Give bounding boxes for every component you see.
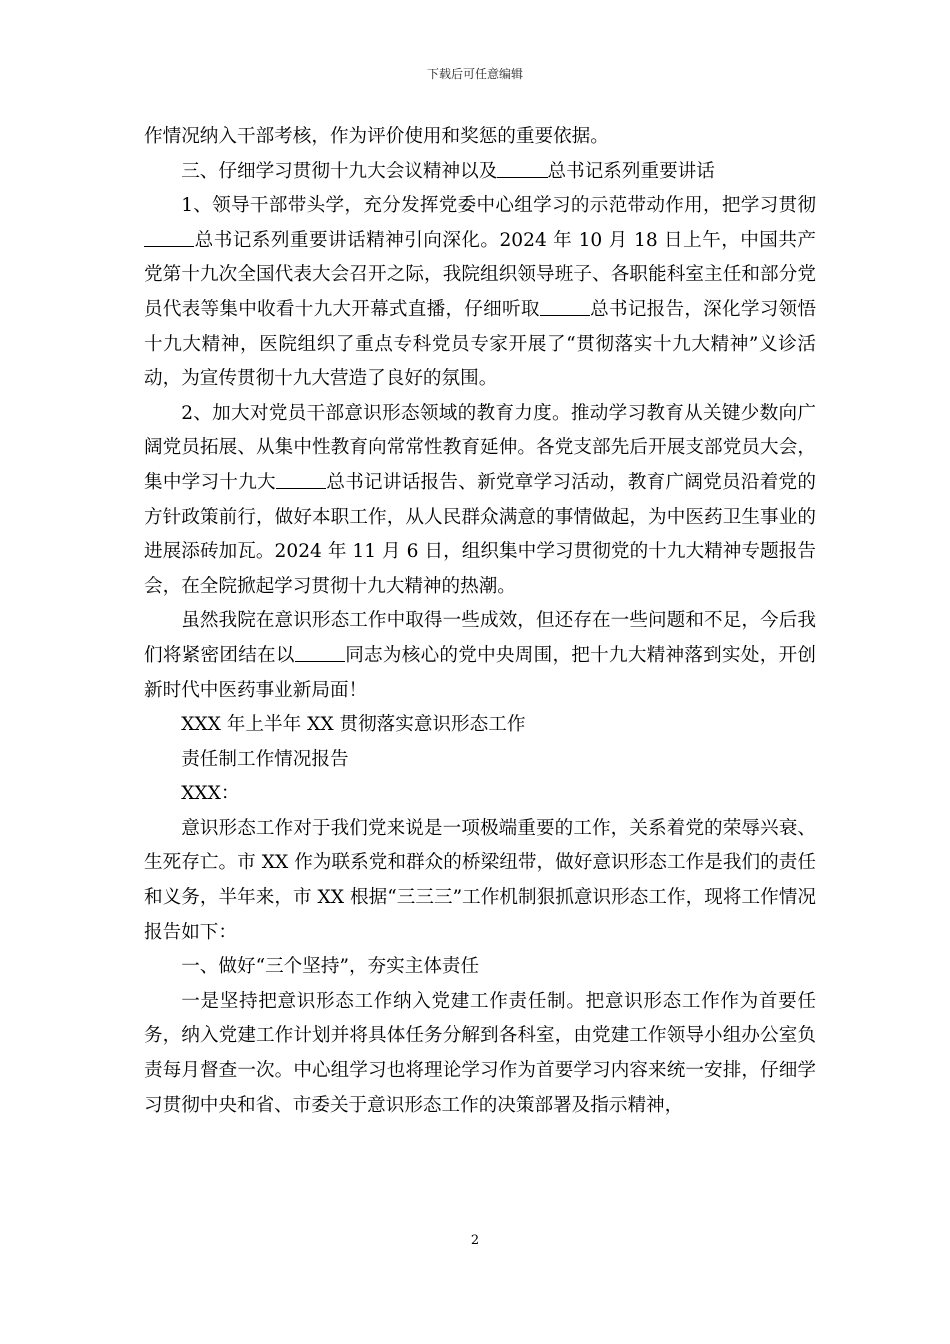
page-header: 下载后可任意编辑 xyxy=(426,67,523,81)
blank-underline xyxy=(540,294,590,315)
page-number: 2 xyxy=(470,1233,480,1248)
paragraph: 意识形态工作对于我们党来说是一项极端重要的工作，关系着党的荣辱兴衰、生死存亡。市 XX 作为联系党和群众的桥梁纽带，做好意识形态工作是我们的责任和义务，半年来，市 XX 根据“三三三”工作机制狠抓意识形态工作，现将工作情况报告如下： xyxy=(144,817,816,943)
report-title-line-1: XXX 年上半年 XX 贯彻落实意识形态工作 xyxy=(181,714,526,736)
section-heading xyxy=(144,155,816,190)
document-body xyxy=(144,120,816,1123)
paragraph: 一是坚持把意识形态工作纳入党建工作责任制。把意识形态工作作为首要任务，纳入党建工作计划并将具体任务分解到各科室，由党建工作领导小组办公室负责每月督查一次。中心组学习也将理论学习作为首要学习内容来统一安排，仔细学习贯彻中央和省、市委关于意识形态工作的决策部署及指示精神， xyxy=(144,990,816,1116)
section-heading: 一、做好“三个坚持”，夯实主体责任 xyxy=(181,956,480,978)
paragraph-text: 2、加大对党员干部意识形态领域的教育力度。推动学习教育从关键少数向广阔党员拓展、从集中性教育向常常性教育延伸。各党支部先后开展支部党员大会，集中学习十九大 xyxy=(144,402,816,493)
salutation: XXX： xyxy=(181,783,240,805)
paragraph-text: 虽然我院在意识形态工作中取得一些成效，但还存在一些问题和不足，今后我们将紧密团结在以 xyxy=(144,610,816,666)
heading-text: 三、仔细学习贯彻十九大会议精神以及 xyxy=(181,160,498,182)
paragraph xyxy=(144,397,816,605)
blank-underline xyxy=(497,156,547,177)
paragraph-text: 作情况纳入干部考核，作为评价使用和奖惩的重要依据。 xyxy=(144,126,609,147)
paragraph-text: 总书记讲话报告、新党章学习活动，教育广阔党员沿着党的方针政策前行，做好本职工作，从人民群众满意的事情做起，为中医药卫生事业的进展添砖加瓦。2024 年 11 月 6 日，组织集中学习贯彻党的十九大精神专题报告会，在全院掀起学习贯彻十九大精神的热潮。 xyxy=(144,471,816,597)
paragraph xyxy=(144,604,816,708)
paragraph xyxy=(144,120,816,155)
report-title-line-2: 责任制工作情况报告 xyxy=(181,748,349,770)
heading-text: 总书记系列重要讲话 xyxy=(547,160,715,182)
paragraph-text: 同志为核心的党中央周围，把十九大精神落到实处，开创新时代中医药事业新局面！ xyxy=(144,644,816,701)
paragraph-text: 总书记报告，深化学习领悟十九大精神，医院组织了重点专科党员专家开展了“贯彻落实十九大精神”义诊活动，为宣传贯彻十九大营造了良好的氛围。 xyxy=(144,298,816,390)
paragraph-text: 总书记系列重要讲话精神引向深化。2024 年 10 月 18 日上午，中国共产党第十九次全国代表大会召开之际，我院组织领导班子、各职能科室主任和部分党员代表等集中收看十九大开幕式直播，仔细听取 xyxy=(144,229,816,320)
blank-underline xyxy=(295,640,345,661)
blank-underline xyxy=(276,467,326,488)
paragraph-text: 1、领导干部带头学，充分发挥党委中心组学习的示范带动作用，把学习贯彻 xyxy=(181,195,816,217)
paragraph xyxy=(144,189,816,397)
blank-underline xyxy=(144,225,194,246)
